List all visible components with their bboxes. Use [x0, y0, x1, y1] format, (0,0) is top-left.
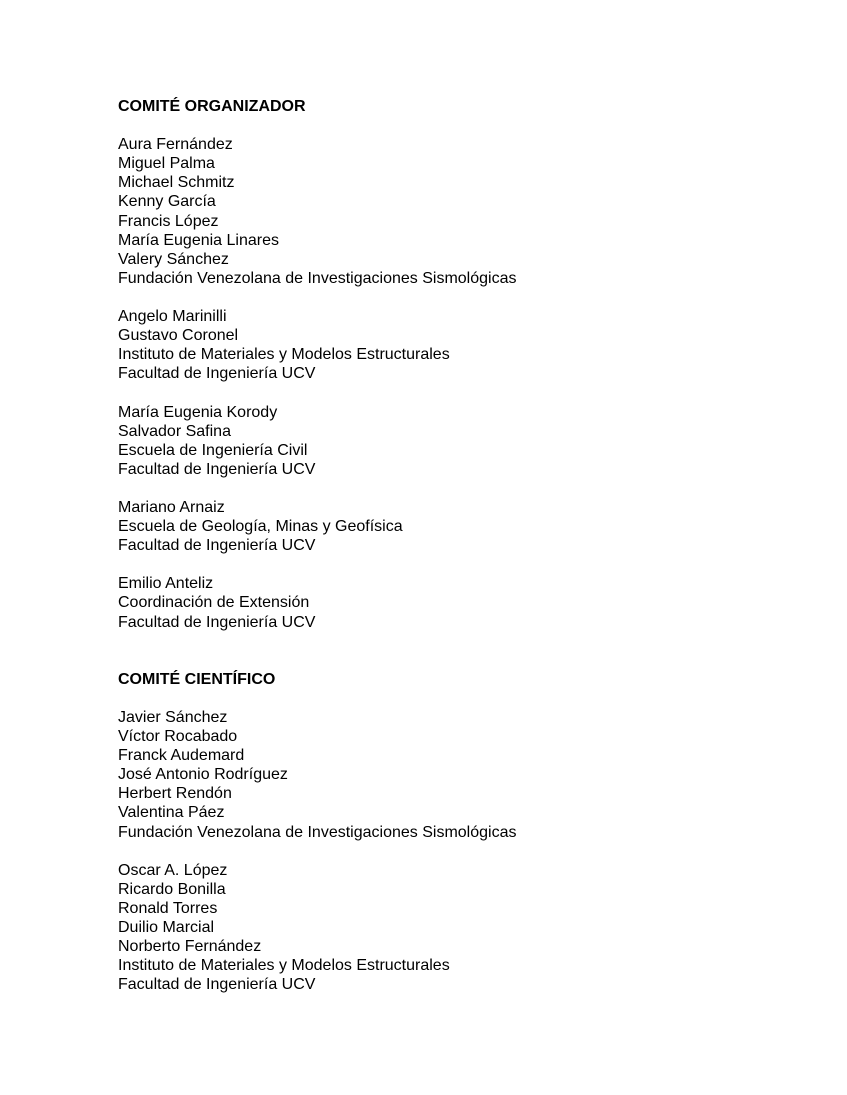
institution-line: Instituto de Materiales y Modelos Estructurales [118, 346, 450, 364]
member-group [118, 708, 798, 842]
member-line: Mariano Arnaiz [118, 498, 225, 516]
institution-line: Facultad de Ingeniería UCV [118, 365, 316, 383]
member-line: Kenny García [118, 193, 216, 211]
member-group [118, 403, 798, 479]
document-page [118, 97, 798, 994]
member-line: Michael Schmitz [118, 174, 235, 192]
member-line: Francis López [118, 212, 219, 230]
member-line: Miguel Palma [118, 155, 215, 173]
institution-line: Facultad de Ingeniería UCV [118, 976, 316, 994]
member-group [118, 307, 798, 383]
member-line: Ronald Torres [118, 899, 218, 917]
member-line: Víctor Rocabado [118, 728, 238, 746]
member-line: Gustavo Coronel [118, 327, 239, 345]
member-line: Franck Audemard [118, 747, 245, 765]
member-line: Herbert Rendón [118, 785, 232, 803]
member-line: Duilio Marcial [118, 919, 215, 937]
member-group [118, 574, 798, 631]
member-line: María Eugenia Korody [118, 403, 278, 421]
member-line: José Antonio Rodríguez [118, 766, 288, 784]
member-line: Salvador Safina [118, 422, 231, 440]
member-line: Angelo Marinilli [118, 308, 227, 326]
member-line: Oscar A. López [118, 861, 228, 879]
institution-line: Fundación Venezolana de Investigaciones Sismológicas [118, 823, 517, 841]
member-group [118, 135, 798, 288]
institution-line: Escuela de Geología, Minas y Geofísica [118, 518, 403, 536]
section-heading: COMITÉ CIENTÍFICO [118, 670, 276, 688]
member-line: Javier Sánchez [118, 709, 228, 726]
section-scientific-committee [118, 670, 798, 995]
institution-line: Fundación Venezolana de Investigaciones Sismológicas [118, 269, 517, 287]
institution-line: Instituto de Materiales y Modelos Estructurales [118, 957, 450, 975]
member-line: Norberto Fernández [118, 938, 262, 956]
member-line: Valentina Páez [118, 804, 225, 822]
member-line: Valery Sánchez [118, 250, 229, 268]
institution-line: Facultad de Ingeniería UCV [118, 460, 316, 478]
member-group [118, 861, 798, 995]
member-line: Aura Fernández [118, 136, 233, 154]
institution-line: Facultad de Ingeniería UCV [118, 613, 316, 631]
member-line: María Eugenia Linares [118, 231, 279, 249]
section-heading: COMITÉ ORGANIZADOR [118, 98, 306, 115]
institution-line: Coordinación de Extensión [118, 594, 310, 612]
section-organizing-committee [118, 97, 798, 632]
institution-line: Facultad de Ingeniería UCV [118, 537, 316, 555]
institution-line: Escuela de Ingeniería Civil [118, 441, 308, 459]
member-group [118, 498, 798, 555]
member-line: Ricardo Bonilla [118, 880, 226, 898]
member-line: Emilio Anteliz [118, 575, 214, 593]
